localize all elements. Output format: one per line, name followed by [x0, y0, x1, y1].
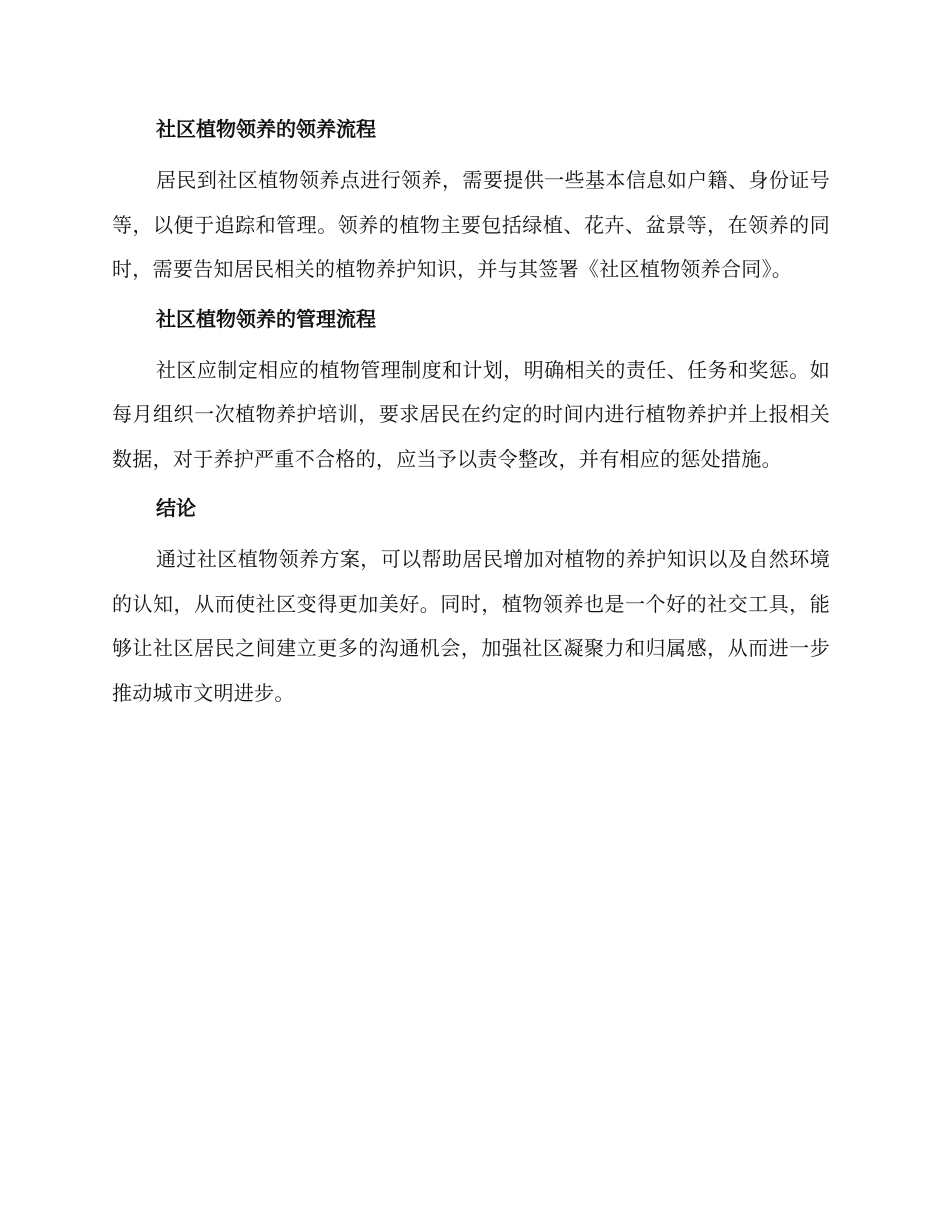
section-paragraph-conclusion: 通过社区植物领养方案，可以帮助居民增加对植物的养护知识以及自然环境的认知，从而使社区变得更加美好。同时，植物领养也是一个好的社交工具，能够让社区居民之间建立更多的沟通机会，加强社区凝聚力和归属感，从而进一步推动城市文明进步。: [112, 547, 830, 705]
section-heading-management-process: 社区植物领养的管理流程: [156, 306, 376, 331]
section-paragraph-management-process: 社区应制定相应的植物管理制度和计划，明确相关的责任、任务和奖惩。如每月组织一次植物养护培训，要求居民在约定的时间内进行植物养护并上报相关数据，对于养护严重不合格的，应当予以责令整改，并有相应的惩处措施。: [112, 357, 830, 471]
section-heading-conclusion: 结论: [156, 496, 196, 520]
section-heading-adoption-process: 社区植物领养的领养流程: [156, 117, 376, 141]
document-page: [112, 112, 830, 715]
section-paragraph-adoption-process: 居民到社区植物领养点进行领养，需要提供一些基本信息如户籍、身份证号等，以便于追踪和管理。领养的植物主要包括绿植、花卉、盆景等，在领养的同时，需要告知居民相关的植物养护知识，并与其签署《社区植物领养合同》。: [112, 168, 830, 281]
